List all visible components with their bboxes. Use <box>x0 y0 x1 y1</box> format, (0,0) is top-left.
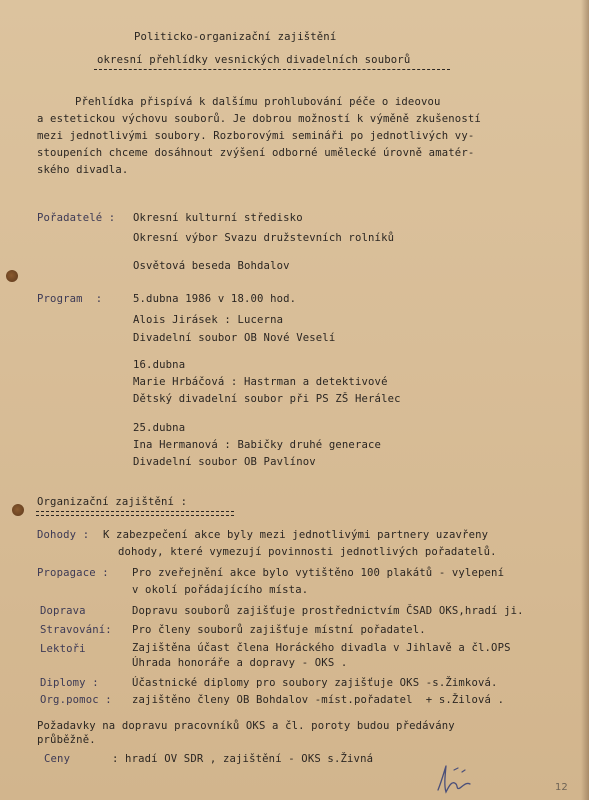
punch-hole <box>12 504 24 516</box>
intro-line: Přehlídka přispívá k dalšímu prohlubování péče o ideovou <box>75 96 441 108</box>
row-text-promotion: v okolí pořádajícího místa. <box>132 584 309 596</box>
organizer-line: Okresní výbor Svazu družstevních rolníků <box>133 232 395 244</box>
program-ensemble: Divadelní soubor OB Pavlínov <box>133 456 316 468</box>
row-text-agreements: K zabezpečení akce byly mezi jednotlivými partnery uzavřeny <box>103 529 489 541</box>
transport-note: průběžně. <box>37 734 96 746</box>
row-label-transport: Doprava <box>40 605 86 617</box>
program-play: Alois Jirásek : Lucerna <box>133 314 284 326</box>
document-title-line-1: Politicko-organizační zajištění <box>134 31 337 43</box>
heading-underline <box>36 515 234 516</box>
intro-line: mezi jednotlivými soubory. Rozborovými semináři po jednotlivých vy- <box>37 130 475 142</box>
page-edge-shadow <box>581 0 589 800</box>
row-label-diplomas: Diplomy : <box>40 677 99 689</box>
row-label-promotion: Propagace : <box>37 567 109 579</box>
row-text-agreements: dohody, které vymezují povinnosti jednotlivých pořadatelů. <box>118 546 497 558</box>
organizational-heading: Organizační zajištění : <box>37 496 188 508</box>
program-date: 16.dubna <box>133 359 186 371</box>
heading-underline <box>36 511 234 512</box>
punch-hole <box>6 270 18 282</box>
handwritten-signature <box>432 760 480 798</box>
program-label: Program : <box>37 293 103 305</box>
program-ensemble: Divadelní soubor OB Nové Veselí <box>133 332 336 344</box>
title-underline <box>94 69 450 70</box>
program-date: 5.dubna 1986 v 18.00 hod. <box>133 293 297 305</box>
intro-line: ského divadla. <box>37 164 129 176</box>
row-text-catering: Pro členy souborů zajišťuje místní pořadatel. <box>132 624 426 636</box>
row-label-lecturers: Lektoři <box>40 643 86 655</box>
intro-line: a estetickou výchovu souborů. Je dobrou možností k výměně zkušeností <box>37 113 481 125</box>
intro-line: stoupeních chceme dosáhnout zvýšení odborné umělecké úrovně amatér- <box>37 147 475 159</box>
transport-note: Požadavky na dopravu pracovníků OKS a čl. poroty budou předávány <box>37 720 455 732</box>
program-date: 25.dubna <box>133 422 186 434</box>
organizers-label: Pořadatelé : <box>37 212 116 224</box>
row-text-transport: Dopravu souborů zajišťuje prostřednictvím ČSAD OKS,hradí ji. <box>132 605 524 617</box>
row-label-catering: Stravování: <box>40 624 112 636</box>
row-text-diplomas: Účastnické diplomy pro soubory zajišťuje OKS -s.Žimková. <box>132 677 498 689</box>
program-play: Ina Hermanová : Babičky druhé generace <box>133 439 382 451</box>
program-play: Marie Hrbáčová : Hastrman a detektivové <box>133 376 388 388</box>
row-label-agreements: Dohody : <box>37 529 90 541</box>
row-label-prizes: Ceny <box>44 753 71 765</box>
row-text-org-help: zajištěno členy OB Bohdalov -míst.pořadatel + s.Žilová . <box>132 694 505 706</box>
row-text-promotion: Pro zveřejnění akce bylo vytištěno 100 plakátů - vylepení <box>132 567 505 579</box>
page-number: 12 <box>555 782 568 793</box>
organizer-line: Okresní kulturní středisko <box>133 212 303 224</box>
row-text-lecturers: Zajištěna účast člena Horáckého divadla v Jihlavě a čl.OPS <box>132 642 511 654</box>
row-text-lecturers: Úhrada honoráře a dopravy - OKS . <box>132 657 348 669</box>
row-label-org-help: Org.pomoc : <box>40 694 112 706</box>
row-text-prizes: : hradí OV SDR , zajištění - OKS s.Živná <box>112 753 374 765</box>
organizer-line: Osvětová beseda Bohdalov <box>133 260 290 272</box>
program-ensemble: Dětský divadelní soubor při PS ZŠ Herálec <box>133 393 401 405</box>
document-title-line-2: okresní přehlídky vesnických divadelních souborů <box>97 54 411 66</box>
